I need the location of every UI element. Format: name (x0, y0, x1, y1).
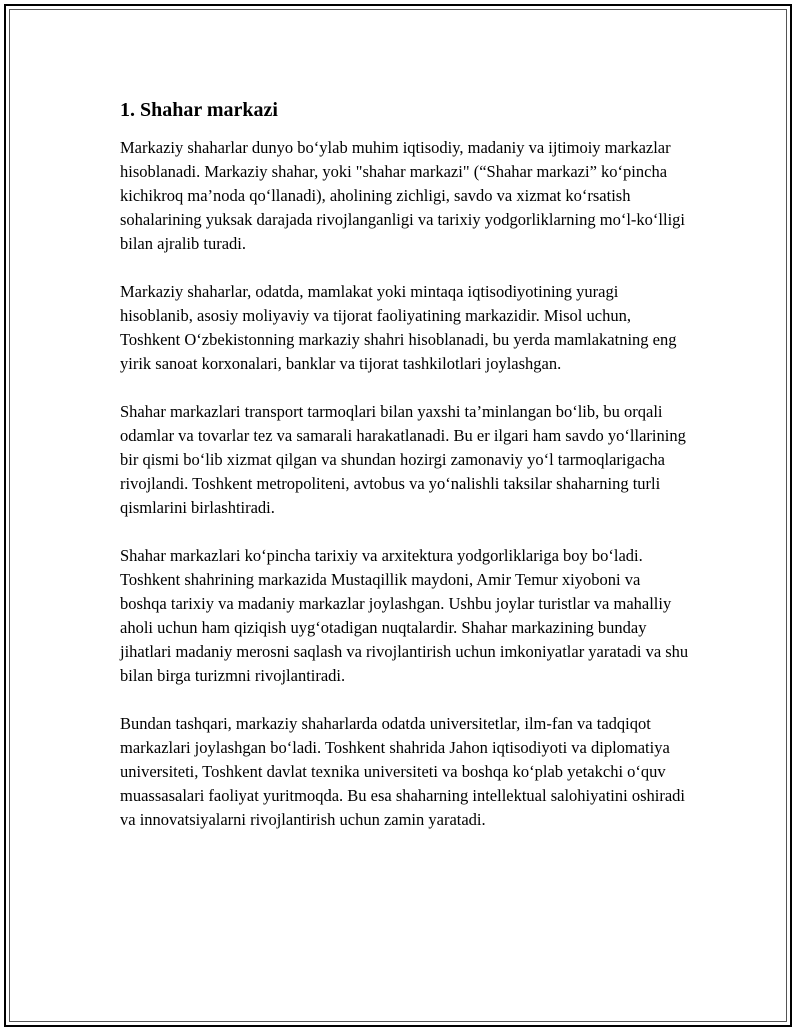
paragraph-3: Shahar markazlari transport tarmoqlari bilan yaxshi ta’minlangan bo‘lib, bu orqali odamlar va tovarlar tez va samarali harakatlanadi. Bu er ilgari ham savdo yo‘llarining bir qismi bo‘lib xizmat qilgan va shundan hozirgi zamonaviy yo‘l tarmoqlarigacha rivojlandi. Toshkent metropoliteni, avtobus va yo‘nalishli taksilar shaharning turli qismlarini birlashtiradi. (120, 402, 686, 517)
document-page (4, 4, 792, 1027)
document-body (120, 96, 690, 856)
section-heading: 1. Shahar markazi (120, 99, 278, 121)
paragraph-2: Markaziy shaharlar, odatda, mamlakat yoki mintaqa iqtisodiyotining yuragi hisoblanib, asosiy moliyaviy va tijorat faoliyatining markazidir. Misol uchun, Toshkent O‘zbekistonning markaziy shahri hisoblanadi, bu yerda mamlakatning eng yirik sanoat korxonalari, banklar va tijorat tashkilotlari joylashgan. (120, 282, 677, 373)
paragraph-5: Bundan tashqari, markaziy shaharlarda odatda universitetlar, ilm-fan va tadqiqot markazlari joylashgan bo‘ladi. Toshkent shahrida Jahon iqtisodiyoti va diplomatiya universiteti, Toshkent davlat texnika universiteti va boshqa ko‘plab yetakchi o‘quv muassasalari faoliyat yuritmoqda. Bu esa shaharning intellektual salohiyatini oshiradi va innovatsiyalarni rivojlantirish uchun zamin yaratadi. (120, 714, 685, 829)
paragraph-4: Shahar markazlari ko‘pincha tarixiy va arxitektura yodgorliklariga boy bo‘ladi. Toshkent shahrining markazida Mustaqillik maydoni, Amir Temur xiyoboni va boshqa tarixiy va madaniy markazlar joylashgan. Ushbu joylar turistlar va mahalliy aholi uchun ham qiziqish uyg‘otadigan nuqtalardir. Shahar markazining bunday jihatlari madaniy merosni saqlash va rivojlantirish uchun imkoniyatlar yaratadi va shu bilan birga turizmni rivojlantiradi. (120, 546, 689, 685)
paragraph-1: Markaziy shaharlar dunyo bo‘ylab muhim iqtisodiy, madaniy va ijtimoiy markazlar hisoblanadi. Markaziy shahar, yoki "shahar markazi" (“Shahar markazi” ko‘pincha kichikroq ma’noda qo‘llanadi), aholining zichligi, savdo va xizmat ko‘rsatish sohalarining yuksak darajada rivojlanganligi va tarixiy yodgorliklarning mo‘l-ko‘lligi bilan ajralib turadi. (120, 138, 685, 253)
